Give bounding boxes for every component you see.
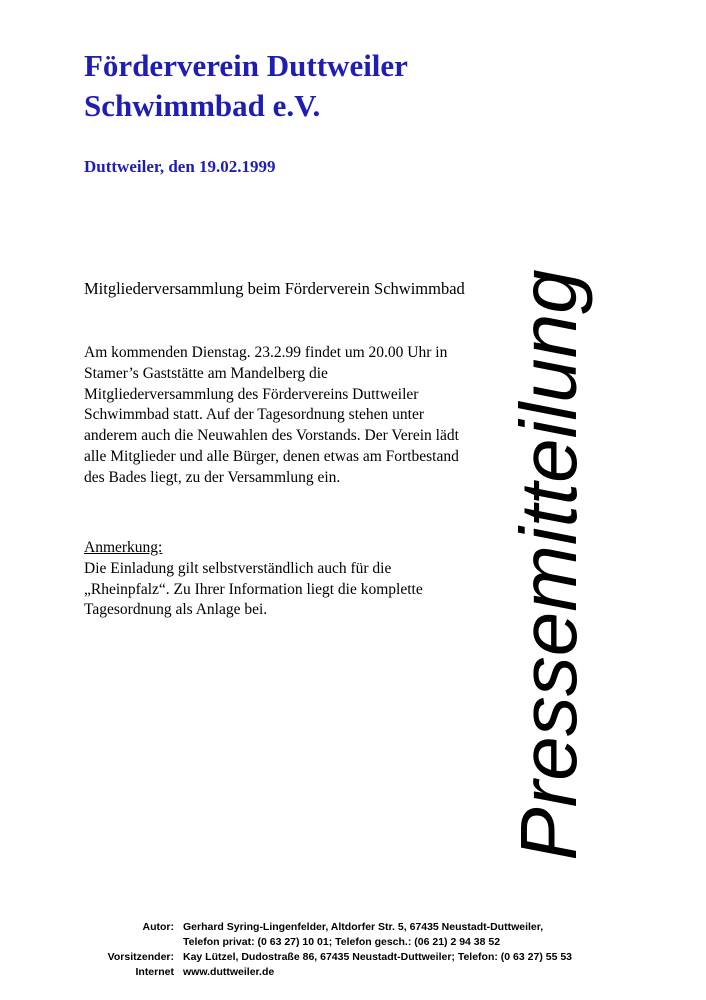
dateline: Duttweiler, den 19.02.1999: [84, 157, 276, 176]
footer-internet-row: [90, 965, 690, 980]
organization-title-line-2: Schwimmbad e.V.: [84, 88, 321, 123]
article-body: Am kommenden Dienstag. 23.2.99 findet um 20.00 Uhr in Stamer’s Gaststätte am Mandelberg die Mitgliederversammlung des Fördervereins Duttweiler Schwimmbad statt. Auf der Tagesordnung stehen unter anderem auch die Neuwahlen des Vorstands. Der Verein lädt alle Mitglieder und alle Bürger, denen etwas am Fortbestand des Bades liegt, zu der Versammlung ein.: [84, 344, 459, 486]
footer-chair-value: Kay Lützel, Dudostraße 86, 67435 Neustadt-Duttweiler; Telefon: (0 63 27) 55 53: [183, 951, 573, 963]
footer-chair-row: [90, 950, 690, 965]
footer-chair-label: Vorsitzender:: [107, 951, 174, 963]
footer-internet-label: Internet: [135, 966, 174, 978]
footer-internet-link[interactable]: www.duttweiler.de: [183, 966, 275, 978]
footer-author-row: [90, 920, 690, 935]
press-release-label-area: [504, 258, 594, 872]
footer-contact: [90, 920, 690, 980]
article-subject: Mitgliederversammlung beim Förderverein Schwimmbad: [84, 279, 465, 298]
note-text: Die Einladung gilt selbstverständlich auch für die „Rheinpfalz“. Zu Ihrer Information liegt die komplette Tagesordnung als Anlage bei.: [84, 559, 423, 619]
footer-author-label: Autor:: [142, 921, 174, 933]
organization-title-line-1: Förderverein Duttweiler: [84, 48, 408, 83]
footer-author-phone-row: [90, 935, 690, 950]
note-heading: Anmerkung:: [84, 539, 163, 556]
note-section: [84, 538, 474, 621]
press-release-label: Pressemitteilung: [504, 269, 593, 861]
footer-empty-label: [90, 935, 183, 950]
footer-author-address: Gerhard Syring-Lingenfelder, Altdorfer Str. 5, 67435 Neustadt-Duttweiler,: [183, 921, 544, 933]
organization-title: [84, 46, 504, 126]
footer-author-phone: Telefon privat: (0 63 27) 10 01; Telefon gesch.: (06 21) 2 94 38 52: [183, 936, 501, 948]
